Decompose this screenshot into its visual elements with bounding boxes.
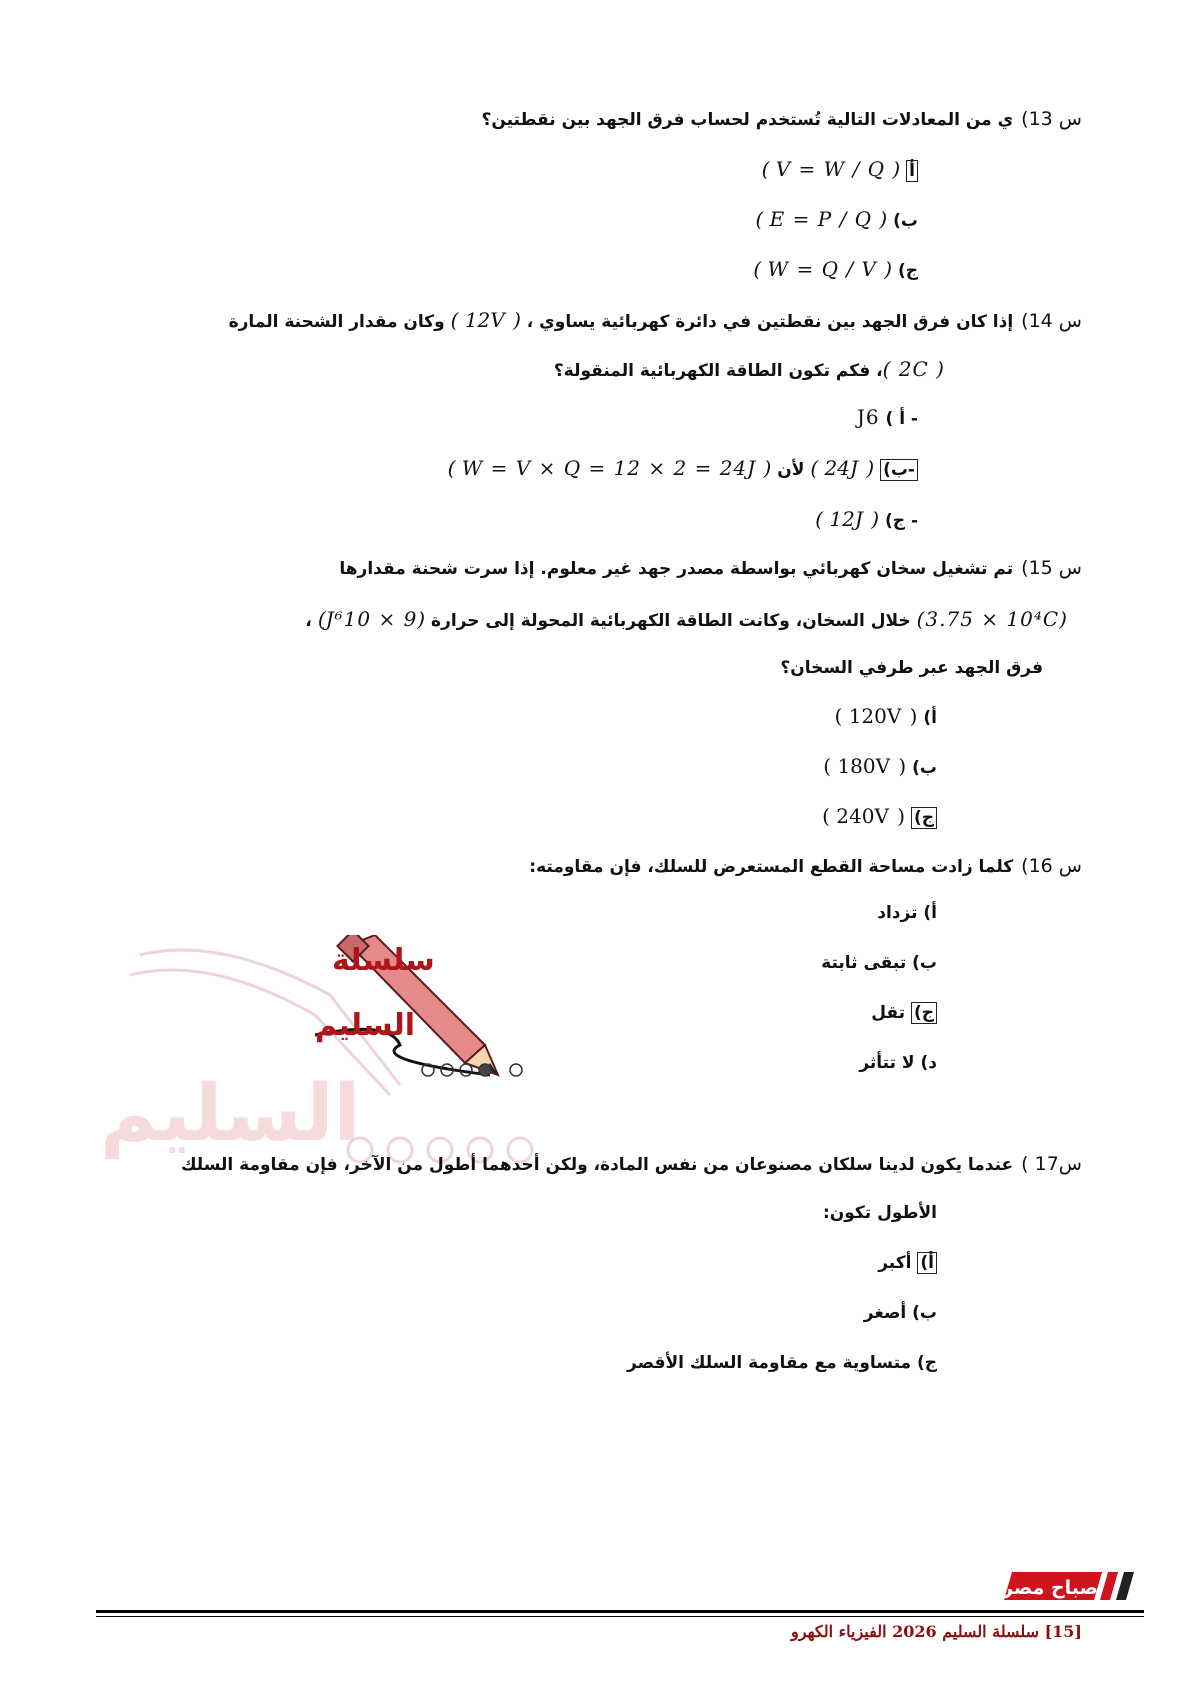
q16-option-b-letter: ب) bbox=[912, 953, 937, 973]
q14-line1 bbox=[229, 308, 1082, 332]
q16-option-a bbox=[877, 903, 937, 923]
watermark-title-2: السليم bbox=[315, 1008, 416, 1043]
q17-option-c-text: متساوية مع مقاومة السلك الأقصر bbox=[627, 1353, 912, 1373]
sabah-masr-logo bbox=[952, 1568, 1142, 1608]
watermark-pencil-logo bbox=[100, 935, 590, 1235]
footer-rule-thick bbox=[96, 1610, 1144, 1613]
q17-option-b bbox=[864, 1303, 937, 1323]
q15-energy: (J⁶10 × 9) bbox=[317, 607, 426, 631]
watermark-ghost-text: السليم bbox=[100, 1069, 361, 1159]
q17-text-a: عندما يكون لدينا سلكان مصنوعان من نفس المادة، ولكن أحدهما أطول من الآخر، فإن مقاومة السلك bbox=[180, 1155, 1014, 1175]
q15-text-a: تم تشغيل سخان كهربائي بواسطة مصدر جهد غير معلوم. إذا سرت شحنة مقدارها bbox=[339, 559, 1014, 579]
q14-line2 bbox=[554, 357, 945, 381]
footer-page-label: [15] سلسلة السليم 2026 الفيزياء الكهرو bbox=[790, 1622, 1082, 1641]
q13-option-a bbox=[762, 157, 918, 181]
q16-text bbox=[529, 855, 1082, 877]
q13-option-c bbox=[753, 257, 918, 281]
q13-option-b bbox=[756, 207, 918, 231]
q14-option-a-math: J6 bbox=[856, 405, 880, 429]
q13-option-b-letter: ب) bbox=[893, 211, 918, 231]
q17-option-a bbox=[878, 1253, 937, 1273]
q13-option-c-letter: ج) bbox=[897, 261, 918, 281]
q13-text bbox=[481, 108, 1082, 130]
q15-text-b: خلال السخان، وكانت الطاقة الكهربائية المحولة إلى حرارة bbox=[431, 611, 911, 631]
q15-option-c-letter: ج) bbox=[911, 807, 937, 829]
q16-option-b-text: تبقى ثابتة bbox=[821, 953, 907, 973]
q15-line3: فرق الجهد عبر طرفي السخان؟ bbox=[780, 658, 1043, 678]
q16-option-b bbox=[821, 953, 937, 973]
q17-option-c-letter: ج) bbox=[916, 1353, 937, 1373]
q13-option-a-math: ( V = W / Q ) bbox=[761, 157, 901, 181]
q15-option-a-math: ( 120V ) bbox=[834, 704, 918, 728]
q14-number: س 14) bbox=[1021, 310, 1082, 332]
q14-voltage: ( 12V ) bbox=[450, 308, 521, 332]
q15-option-a-letter: أ) bbox=[923, 708, 937, 728]
q15-line1 bbox=[339, 557, 1082, 579]
q14-option-c-math: ( 12J ) bbox=[815, 507, 880, 531]
q14-text-b: وكان مقدار الشحنة المارة bbox=[228, 312, 445, 332]
logo-text: صباح مصر bbox=[1002, 1577, 1098, 1599]
q14-option-b-math: ( 24J ) bbox=[810, 456, 875, 480]
q14-option-c-letter: - ج) bbox=[885, 511, 918, 531]
q13-option-a-letter: أ bbox=[906, 160, 918, 182]
q15-option-a bbox=[835, 704, 937, 728]
q16-option-c-letter: ج) bbox=[911, 1002, 937, 1024]
q16-number: س 16) bbox=[1021, 855, 1082, 877]
q15-option-b bbox=[823, 754, 937, 778]
q14-text-a: إذا كان فرق الجهد بين نقطتين في دائرة كهربائية يساوي ، bbox=[526, 312, 1014, 332]
q15-comma: ، bbox=[305, 611, 312, 631]
q14-charge: ( 2C ) bbox=[882, 357, 945, 381]
q16-option-c-text: تقل bbox=[871, 1003, 906, 1023]
q14-option-b bbox=[448, 456, 918, 480]
q17-option-c bbox=[627, 1353, 937, 1373]
q15-option-c bbox=[822, 804, 937, 828]
q17-number: س17 ) bbox=[1021, 1153, 1082, 1175]
q16-option-a-letter: أ) bbox=[923, 903, 937, 923]
q14-text-c: ، فكم تكون الطاقة الكهربائية المنقولة؟ bbox=[553, 361, 883, 381]
q14-option-a bbox=[857, 405, 918, 429]
q14-option-b-letter: -ب) bbox=[880, 459, 918, 481]
q17-line1 bbox=[181, 1153, 1082, 1175]
q16-option-d-letter: د) bbox=[920, 1053, 937, 1073]
q17-line2: الأطول تكون: bbox=[822, 1203, 937, 1223]
q14-option-b-because: لأن bbox=[777, 460, 805, 480]
q15-line2 bbox=[305, 607, 1068, 631]
watermark-title-1: سلسلة bbox=[332, 943, 435, 978]
q16-option-c bbox=[871, 1003, 937, 1023]
q13-option-c-math: ( W = Q / V ) bbox=[753, 257, 893, 281]
footer-rule-thin bbox=[96, 1616, 1144, 1617]
q16-question: كلما زادت مساحة القطع المستعرض للسلك، فإن مقاومته: bbox=[529, 857, 1014, 877]
q17-option-a-text: أكبر bbox=[878, 1253, 912, 1273]
q15-charge: (3.75 × 10⁴C) bbox=[916, 607, 1068, 631]
q16-option-d bbox=[859, 1053, 937, 1073]
q13-question: ي من المعادلات التالية تُستخدم لحساب فرق الجهد بين نقطتين؟ bbox=[481, 110, 1014, 130]
q16-option-a-text: تزداد bbox=[877, 903, 918, 923]
q14-option-c bbox=[815, 507, 918, 531]
q17-option-b-letter: ب) bbox=[912, 1303, 937, 1323]
q13-number: س 13) bbox=[1021, 108, 1082, 130]
q16-option-d-text: لا تتأثر bbox=[859, 1053, 915, 1073]
q14-option-a-letter: - أ ) bbox=[885, 409, 918, 429]
q15-option-c-math: ( 240V ) bbox=[822, 804, 906, 828]
q15-number: س 15) bbox=[1021, 557, 1082, 579]
q15-option-b-letter: ب) bbox=[912, 758, 937, 778]
q17-option-a-letter: أ) bbox=[917, 1252, 937, 1274]
q14-option-b-calc: ( W = V × Q = 12 × 2 = 24J ) bbox=[447, 456, 772, 480]
q15-option-b-math: ( 180V ) bbox=[823, 754, 907, 778]
q17-option-b-text: أصغر bbox=[863, 1303, 907, 1323]
q13-option-b-math: ( E = P / Q ) bbox=[755, 207, 888, 231]
